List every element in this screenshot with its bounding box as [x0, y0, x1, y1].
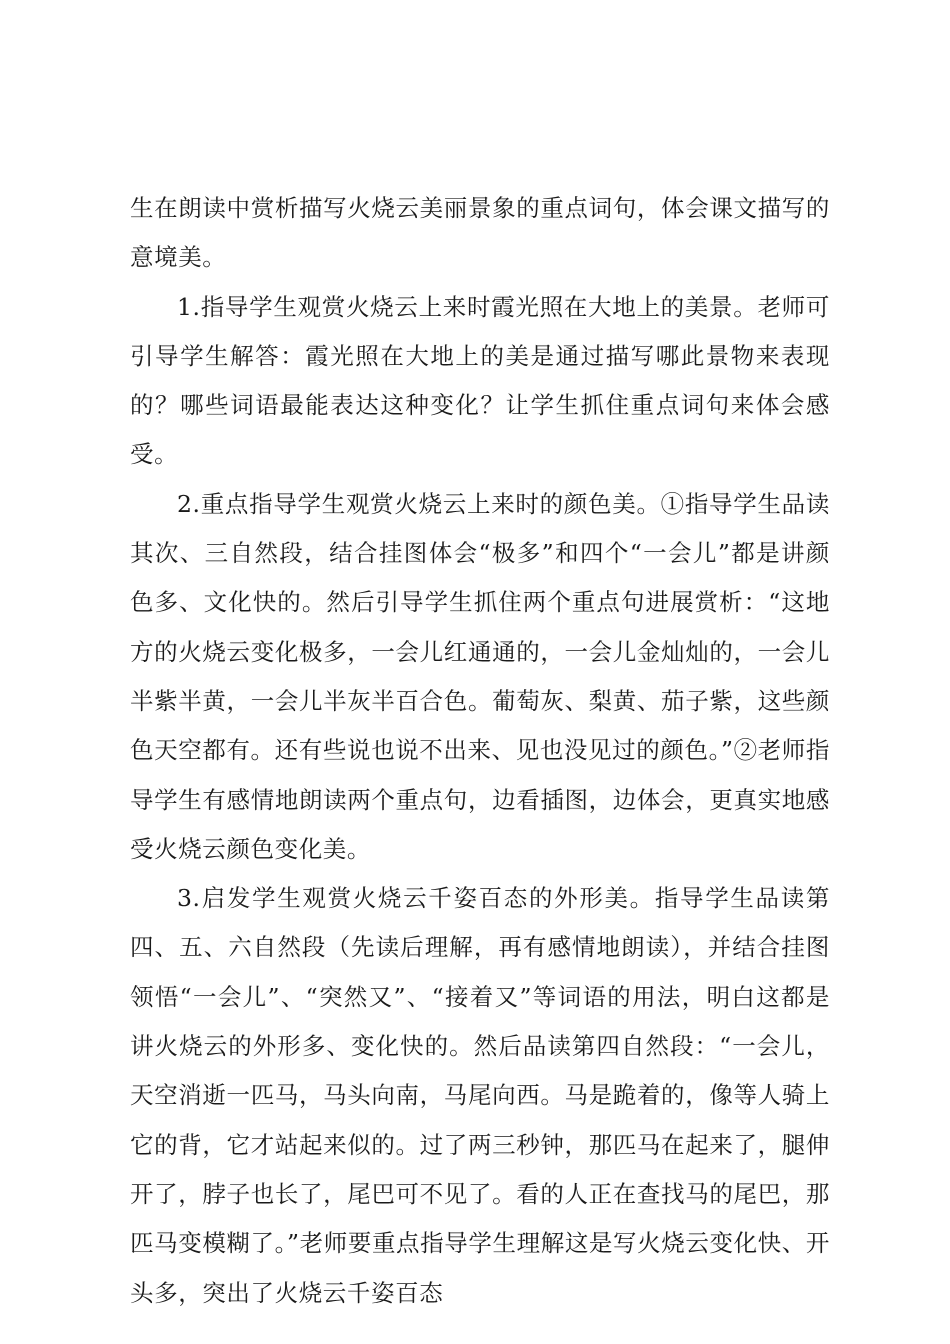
- paragraph-point-1: 1.指导学生观赏火烧云上来时霞光照在大地上的美景。老师可引导学生解答：霞光照在大地上的美是通过描写哪此景物来表现的？哪些词语最能表达这种变化？让学生抓住重点词句来体会感受。: [130, 292, 830, 469]
- paragraph-point-2: 2.重点指导学生观赏火烧云上来时的颜色美。①指导学生品读其次、三自然段，结合挂图体会“极多”和四个“一会儿”都是讲颜色多、文化快的。然后引导学生抓住两个重点句进展赏析：“这地方的火烧云变化极多，一会儿红通通的，一会儿金灿灿的，一会儿半紫半黄，一会儿半灰半百合色。葡萄灰、梨黄、茄子紫，这些颜色天空都有。还有些说也说不出来、见也没见过的颜色。”②老师指导学生有感情地朗读两个重点句，边看插图，边体会，更真实地感受火烧云颜色变化美。: [130, 489, 830, 863]
- paragraph-continuation: 生在朗读中赏析描写火烧云美丽景象的重点词句，体会课文描写的意境美。: [130, 194, 830, 272]
- document-body: [130, 184, 830, 1318]
- paragraph-point-3: 3.启发学生观赏火烧云千姿百态的外形美。指导学生品读第四、五、六自然段（先读后理解，再有感情地朗读），并结合挂图领悟“一会儿”、“突然又”、“接着又”等词语的用法，明白这都是讲火烧云的外形多、变化快的。然后品读第四自然段：“一会儿，天空消逝一匹马，马头向南，马尾向西。马是跪着的，像等人骑上它的背，它才站起来似的。过了两三秒钟，那匹马在起来了，腿伸开了，脖子也长了，尾巴可不见了。看的人正在查找马的尾巴，那匹马变模糊了。”老师要重点指导学生理解这是写火烧云变化快、开头多，突出了火烧云千姿百态: [130, 884, 830, 1307]
